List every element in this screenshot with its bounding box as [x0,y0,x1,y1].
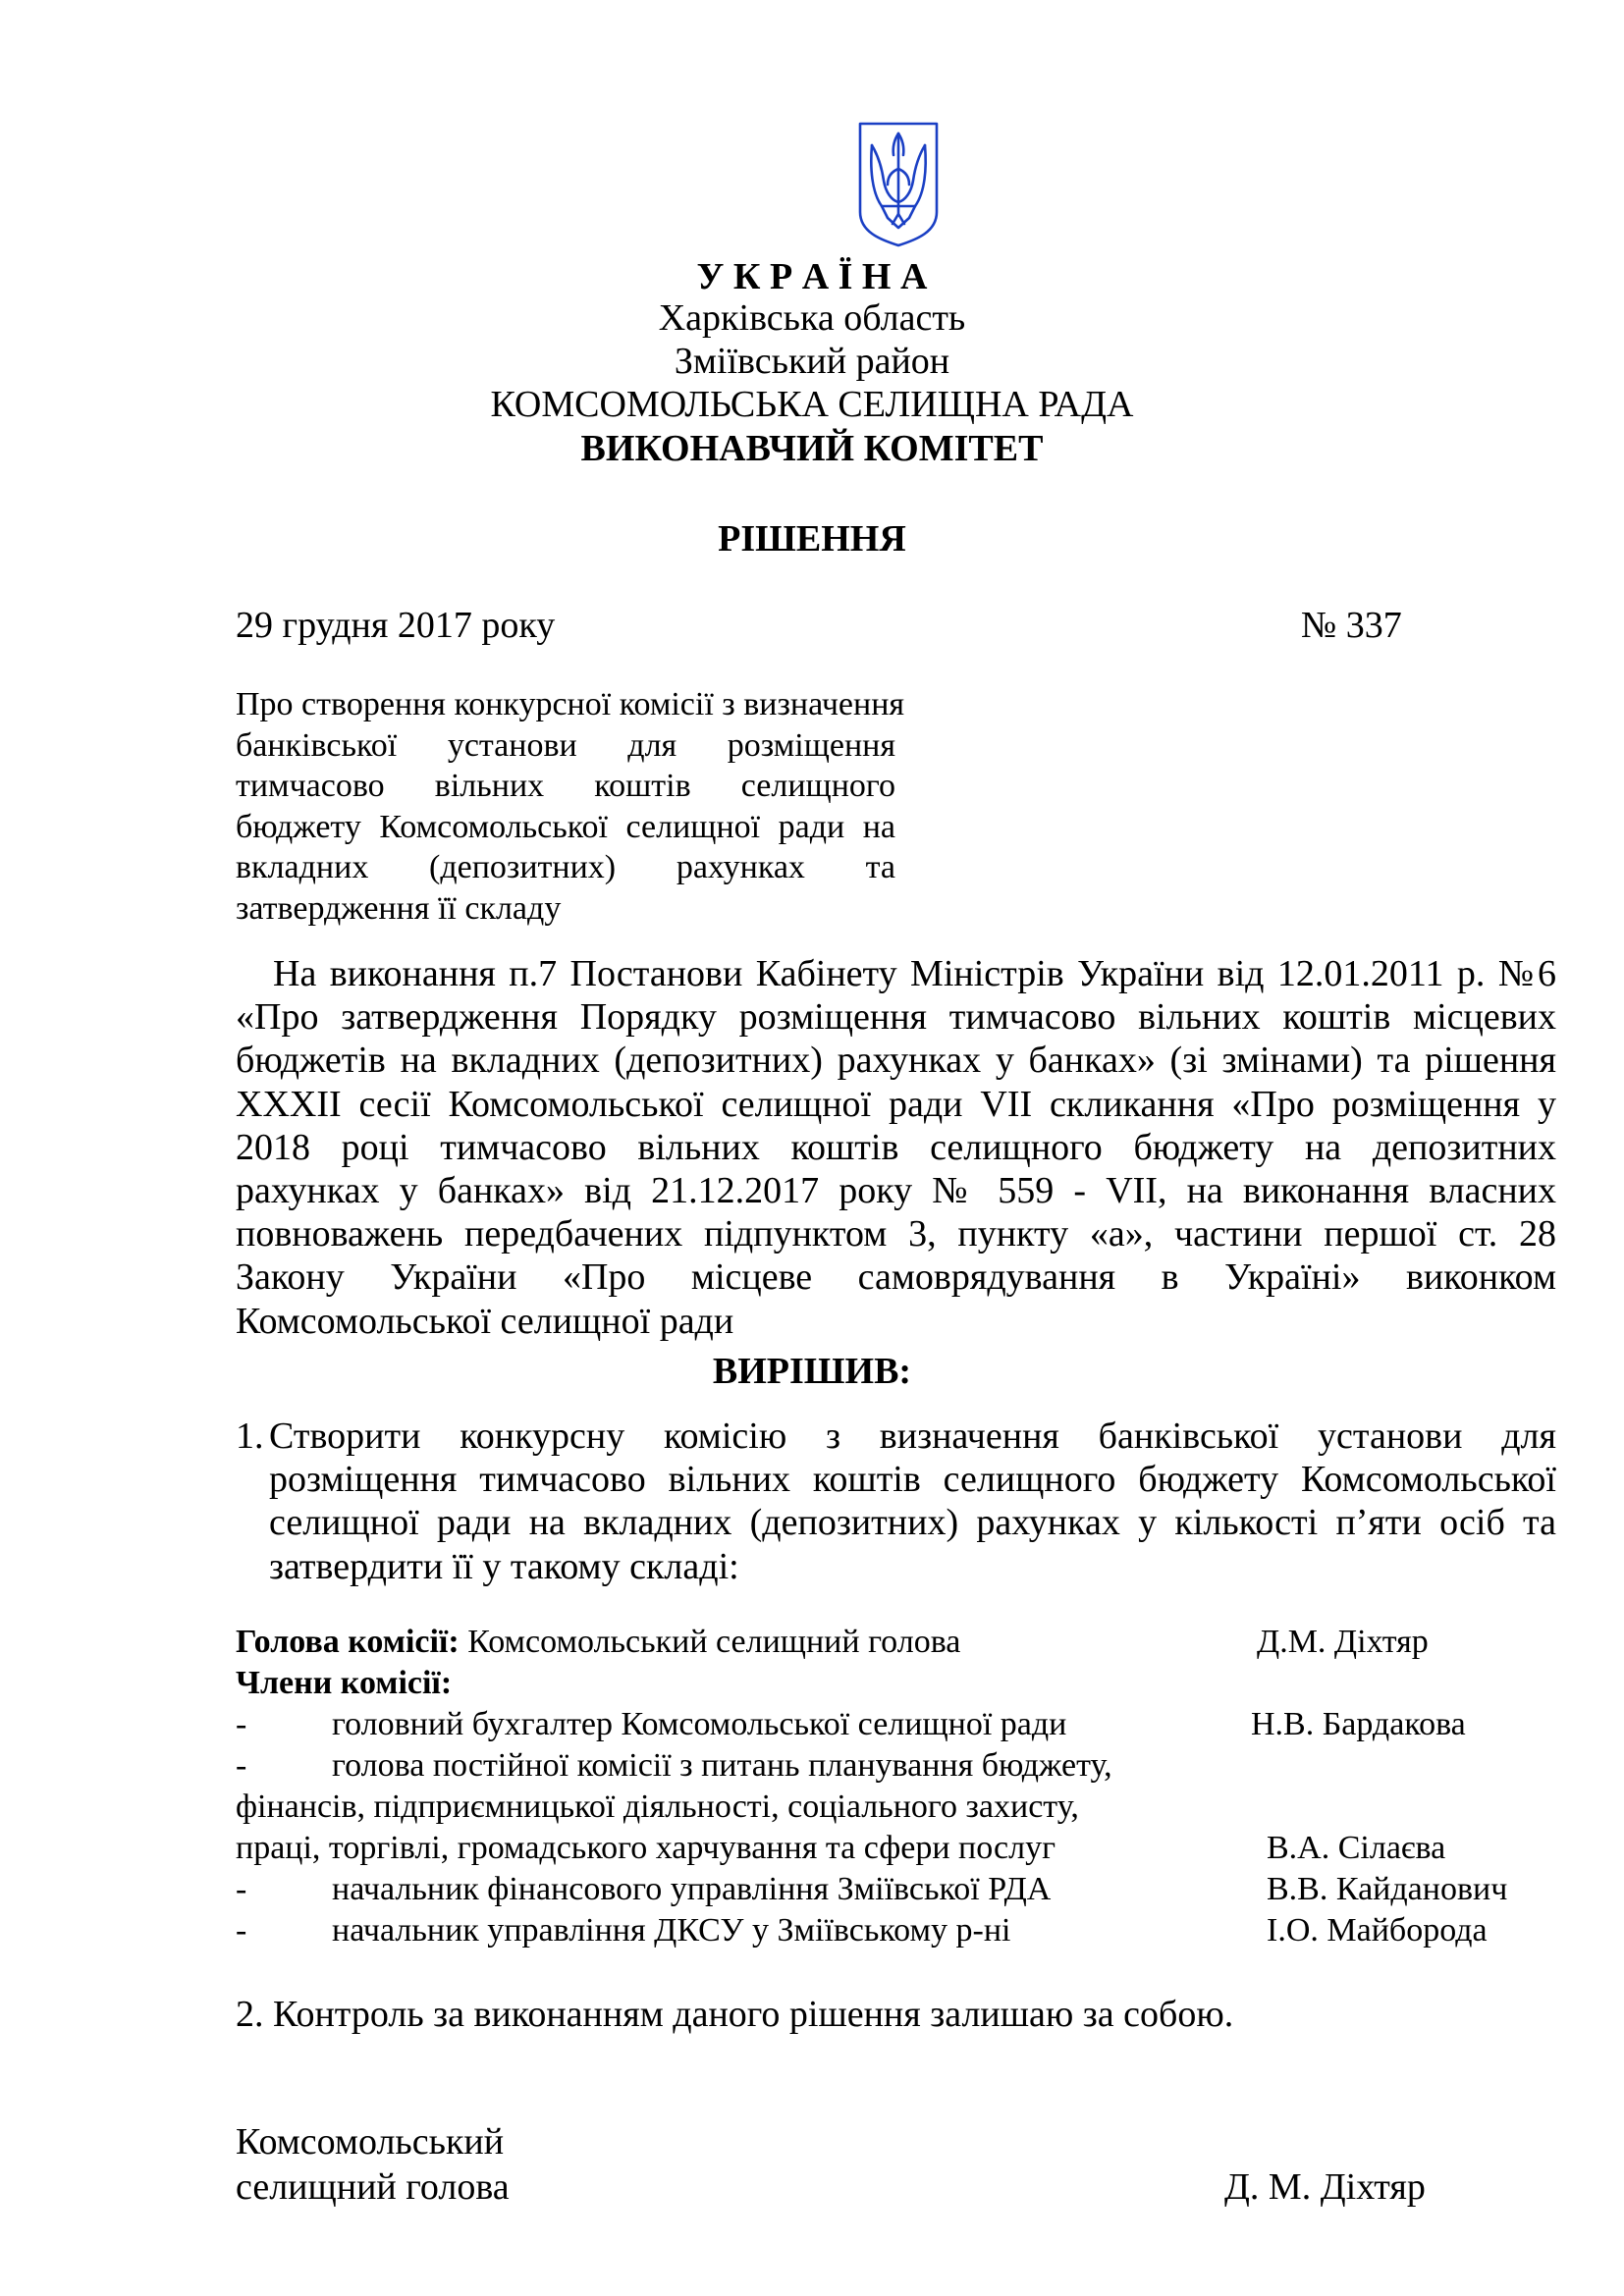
member-role: начальник фінансового управління Зміївської РДА [332,1871,1052,1907]
list-dash: - [236,1912,247,1949]
oblast-name: Харківська область [658,297,966,339]
member-role-continuation: праці, торгівлі, громадського харчування та сфери послуг [236,1830,1056,1866]
chair-label: Голова комісії: [236,1624,460,1660]
subject-line: тимчасово вільних коштів селищного [236,768,895,805]
preamble-line: «Про затвердження Порядку розміщення тимчасово вільних коштів місцевих [236,996,1556,1039]
member-name: В.А. Сілаєва [1267,1830,1446,1866]
subject-line: бюджету Комсомольської селищної ради на [236,808,895,845]
preamble-line: Комсомольської селищної ради [236,1300,734,1342]
member-name: Н.В. Бардакова [1251,1706,1466,1742]
subject-line: банківської установи для розміщення [236,726,895,764]
member-role: начальник управління ДКСУ у Зміївському р-ні [332,1912,1011,1949]
decision-item-2: 2. Контроль за виконанням даного рішення залишаю за собою. [236,1994,1234,2035]
chair-role: Комсомольський селищний голова [467,1624,961,1660]
council-name: КОМСОМОЛЬСЬКА СЕЛИЩНА РАДА [490,384,1134,425]
item-number: 1. [236,1415,264,1457]
preamble-line: Закону України «Про місцеве самоврядування в Україні» виконком [236,1256,1556,1299]
committee-name: ВИКОНАВЧИЙ КОМІТЕТ [580,428,1044,469]
members-label: Члени комісії: [236,1665,453,1701]
member-name: І.О. Майборода [1267,1912,1488,1949]
decided-heading: ВИРІШИВ: [712,1351,912,1392]
preamble-line: XXXII сесії Комсомольської селищної ради VII скликання «Про розміщення у [236,1083,1556,1125]
item-line: затвердити її у такому складі: [269,1545,739,1587]
country-name: У К Р А Ї Н А [696,256,928,297]
list-dash: - [236,1706,247,1742]
item-line: селищної ради на вкладних (депозитних) рахунках у кількості п’яти осіб та [269,1502,1556,1544]
decision-subject [236,684,905,930]
list-dash: - [236,1871,247,1907]
member-role-continuation: фінансів, підприємницької діяльності, соціального захисту, [236,1789,1079,1825]
preamble-line: повноважень передбачених підпунктом 3, пункту «а», частини першої ст. 28 [236,1213,1556,1255]
trident-coat-of-arms-icon [854,118,943,250]
signatory-name: Д. М. Діхтяр [1224,2166,1426,2208]
chair-name: Д.М. Діхтяр [1257,1624,1429,1660]
item-line: Створити конкурсну комісію з визначення банківської установи для [269,1415,1556,1457]
list-dash: - [236,1747,247,1784]
signature-title-line-2: селищний голова [236,2166,510,2208]
preamble-line: На виконання п.7 Постанови Кабінету Міністрів України від 12.01.2011 р. №6 [273,953,1556,994]
member-role: головний бухгалтер Комсомольської селищної ради [332,1706,1067,1742]
item-line: розміщення тимчасово вільних коштів селищного бюджету Комсомольської [269,1459,1556,1501]
preamble-paragraph [236,952,1556,1343]
subject-line: затвердження її складу [236,889,562,927]
member-role: голова постійної комісії з питань планування бюджету, [332,1747,1112,1784]
preamble-line: 2018 році тимчасово вільних коштів селищного бюджету на депозитних [236,1126,1556,1168]
raion-name: Зміївський район [674,341,950,382]
document-type-heading: РІШЕННЯ [718,518,906,560]
member-name: В.В. Кайданович [1267,1871,1508,1907]
preamble-line: бюджетів на вкладних (депозитних) рахунках у банках» (зі змінами) та рішення [236,1040,1556,1082]
decision-number: № 337 [1301,605,1402,646]
subject-line: Про створення конкурсної комісії з визначення [236,686,905,722]
decision-date: 29 грудня 2017 року [236,605,556,646]
subject-line: вкладних (депозитних) рахунках та [236,849,895,886]
signature-title-line-1: Комсомольський [236,2121,505,2163]
preamble-line: рахунках у банках» від 21.12.2017 року № 559 - VII, на виконання власних [236,1170,1556,1212]
